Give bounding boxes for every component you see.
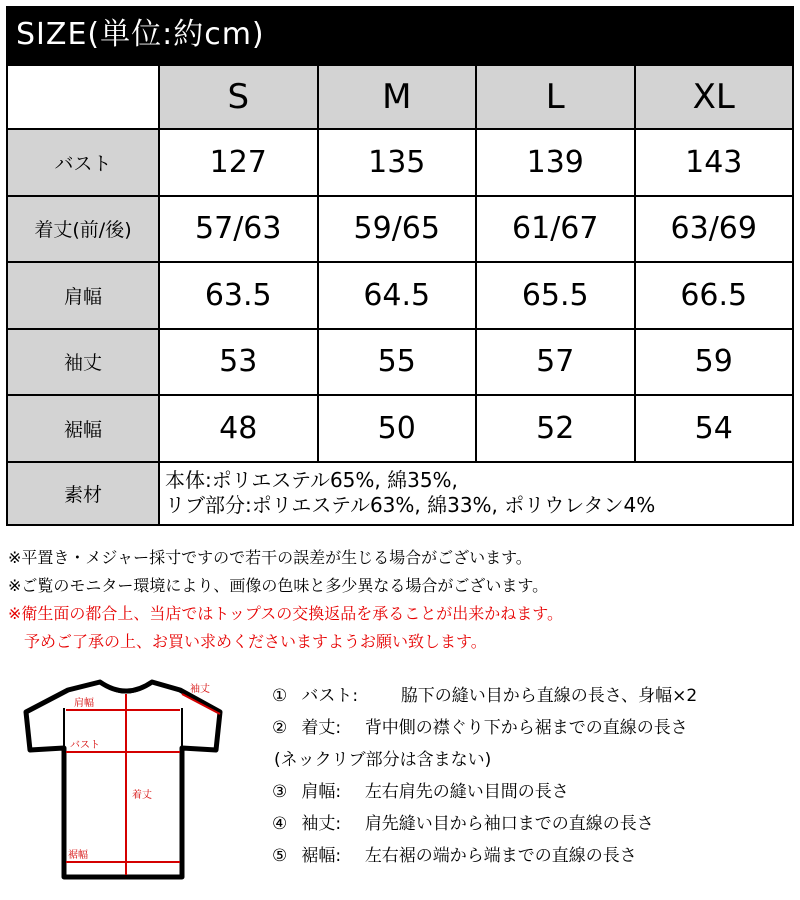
table-cell: 135 bbox=[318, 129, 477, 196]
diagram-label-sleeve: 袖丈 bbox=[190, 684, 210, 695]
row-label-hem: 裾幅 bbox=[7, 395, 159, 462]
material-cell bbox=[159, 462, 793, 525]
size-chart-title: SIZE(単位:約cm) bbox=[6, 6, 794, 64]
table-cell: 50 bbox=[318, 395, 477, 462]
table-cell: 57 bbox=[476, 329, 635, 396]
table-row-sleeve bbox=[7, 329, 793, 396]
row-label-material: 素材 bbox=[7, 462, 159, 525]
legend-number: ② bbox=[272, 718, 288, 738]
note-apology: 予めご了承の上、お買い求めくださいますようお願い致します。 bbox=[24, 632, 487, 651]
note-measurement: ※平置き・メジャー採寸ですので若干の誤差が生じる場合がございます。 bbox=[8, 548, 532, 567]
note-no-return: ※衛生面の都合上、当店ではトップスの交換返品を承ることが出来かねます。 bbox=[8, 604, 564, 623]
size-header-xl: XL bbox=[635, 65, 794, 129]
table-cell: 63/69 bbox=[635, 196, 794, 263]
table-cell: 65.5 bbox=[476, 262, 635, 329]
table-row-material bbox=[7, 462, 793, 525]
note-monitor: ※ご覧のモニター環境により、画像の色味と多少異なる場合がございます。 bbox=[8, 576, 549, 595]
diagram-label-shoulder: 肩幅 bbox=[74, 698, 94, 709]
material-line: リブ部分:ポリエステル63%, 綿33%, ポリウレタン4% bbox=[165, 493, 656, 517]
legend-description: 左右肩先の縫い目間の長さ bbox=[364, 782, 569, 802]
row-label-bust: バスト bbox=[7, 129, 159, 196]
legend-term: 着丈: bbox=[301, 718, 342, 738]
table-cell: 55 bbox=[318, 329, 477, 396]
table-row-shoulder bbox=[7, 262, 793, 329]
legend-description: 脇下の縫い目から直線の長さ、身幅×2 bbox=[400, 686, 698, 706]
table-row-hem bbox=[7, 395, 793, 462]
table-header-row bbox=[7, 65, 793, 129]
tshirt-diagram bbox=[22, 672, 252, 887]
legend-hem bbox=[272, 840, 792, 872]
size-header-m: M bbox=[318, 65, 477, 129]
legend-length-note: (ネックリブ部分は含まない) bbox=[274, 750, 492, 770]
table-cell: 127 bbox=[159, 129, 318, 196]
legend-description: 肩先縫い目から袖口までの直線の長さ bbox=[364, 814, 654, 834]
size-header-l: L bbox=[476, 65, 635, 129]
legend-number: ③ bbox=[272, 782, 288, 802]
table-row-bust bbox=[7, 129, 793, 196]
legend-term: 袖丈: bbox=[301, 814, 342, 834]
row-label-sleeve: 袖丈 bbox=[7, 329, 159, 396]
table-row-length bbox=[7, 196, 793, 263]
legend-number: ⑤ bbox=[272, 846, 288, 866]
table-cell: 59/65 bbox=[318, 196, 477, 263]
legend-bust bbox=[272, 680, 792, 712]
legend-description: 左右裾の端から端までの直線の長さ bbox=[364, 846, 637, 866]
legend-term: バスト: bbox=[301, 686, 359, 706]
diagram-label-length: 着丈 bbox=[132, 790, 152, 801]
size-header-s: S bbox=[159, 65, 318, 129]
table-cell: 53 bbox=[159, 329, 318, 396]
tshirt-outline bbox=[26, 682, 220, 877]
legend-sleeve bbox=[272, 808, 792, 840]
table-cell: 48 bbox=[159, 395, 318, 462]
table-cell: 54 bbox=[635, 395, 794, 462]
table-corner-cell bbox=[7, 65, 159, 129]
row-label-shoulder: 肩幅 bbox=[7, 262, 159, 329]
table-cell: 64.5 bbox=[318, 262, 477, 329]
diagram-label-hem: 裾幅 bbox=[68, 850, 88, 861]
legend-description: 背中側の襟ぐり下から裾までの直線の長さ bbox=[364, 718, 688, 738]
table-cell: 66.5 bbox=[635, 262, 794, 329]
table-cell: 143 bbox=[635, 129, 794, 196]
table-cell: 139 bbox=[476, 129, 635, 196]
table-cell: 57/63 bbox=[159, 196, 318, 263]
notes-section bbox=[8, 544, 788, 656]
legend-term: 裾幅: bbox=[301, 846, 342, 866]
row-label-length: 着丈(前/後) bbox=[7, 196, 159, 263]
legend-term: 肩幅: bbox=[301, 782, 342, 802]
legend-length bbox=[272, 712, 792, 744]
legend-shoulder bbox=[272, 776, 792, 808]
legend-number: ① bbox=[272, 686, 288, 706]
table-cell: 63.5 bbox=[159, 262, 318, 329]
diagram-label-bust: バスト bbox=[70, 740, 100, 751]
measurement-legend bbox=[272, 680, 792, 872]
table-cell: 61/67 bbox=[476, 196, 635, 263]
table-cell: 59 bbox=[635, 329, 794, 396]
table-cell: 52 bbox=[476, 395, 635, 462]
material-line: 本体:ポリエステル65%, 綿35%, bbox=[165, 468, 458, 492]
legend-number: ④ bbox=[272, 814, 288, 834]
size-table bbox=[6, 64, 794, 526]
